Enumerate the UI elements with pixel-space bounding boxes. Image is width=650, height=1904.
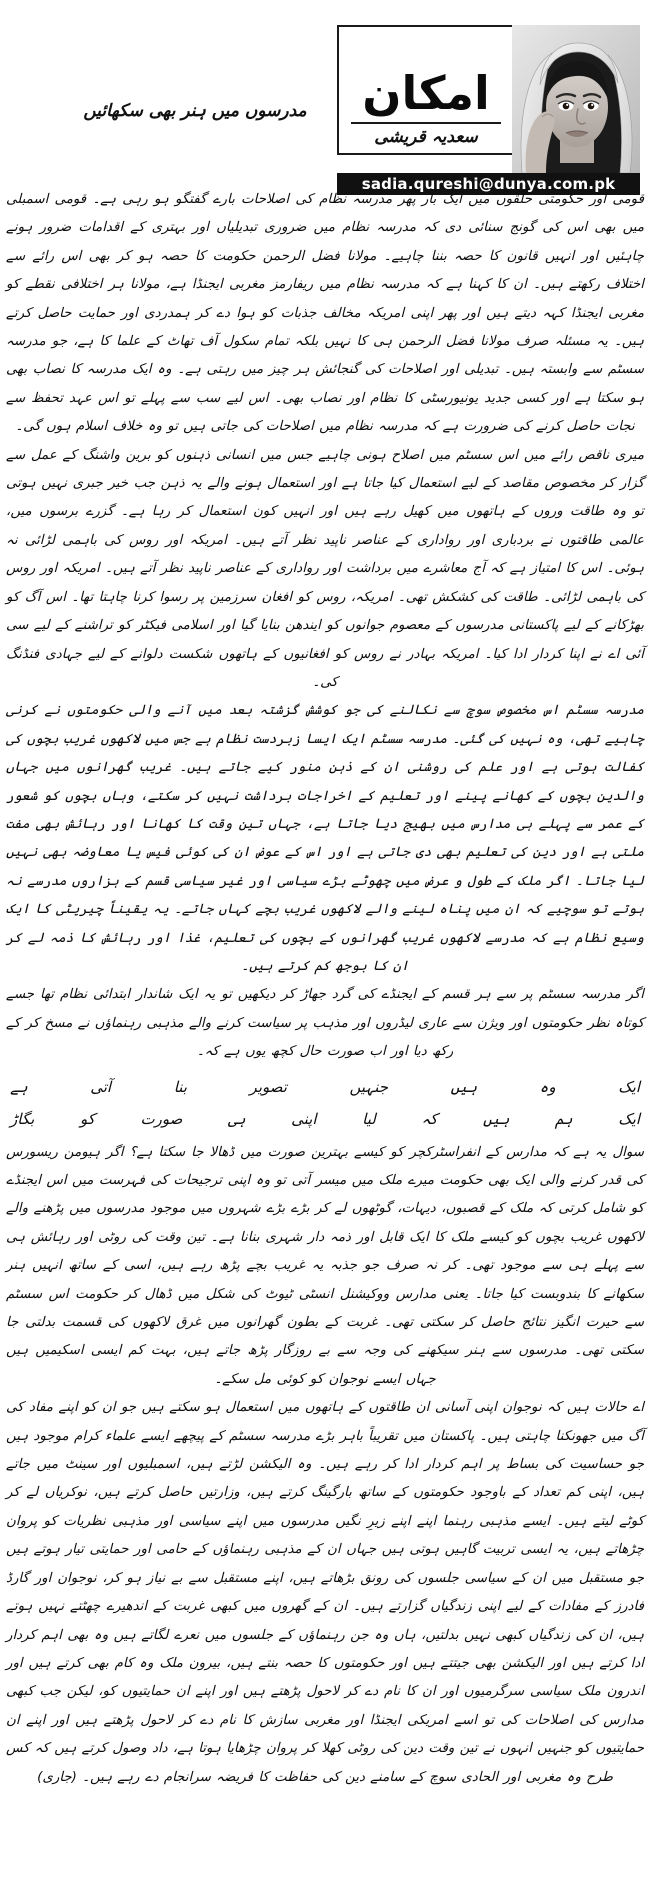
author-email[interactable]: sadia.qureshi@dunya.com.pk: [337, 173, 640, 195]
verse-line-1: [6, 1071, 644, 1103]
paragraph: اگر مدرسہ سسٹم پر سے ہر قسم کے ایجنڈے کی گرد جھاڑ کر دیکھیں تو یہ ایک شاندار ابتدائی نظام تھا جسے کوتاہ نظر حکومتوں اور ویژن سے عاری لیڈروں اور مذہب پر سیاست کرنے والے مذہبی رہنماؤں نے مسخ کر کے رکھ دیا اور اب صورت حال کچھ یوں ہے کہ۔: [6, 987, 644, 1060]
verse-line-2: [6, 1103, 644, 1135]
paragraph-final: اے حالات ہیں کہ نوجوان اپنی آسانی ان طاقتوں کے ہاتھوں میں استعمال ہو سکتے ہیں جو ان کو اپنے مفاد کی آگ میں جھونکنا چاہتی ہیں۔ پاکستان میں تقریباً باہر بڑے مدرسہ سسٹم کے پیچھے ایسے علماء کرام موجود ہیں جو حساسیت کی بساط پر اہم کردار ادا کر رہے ہیں۔ وہ الیکشن لڑتے ہیں، اسمبلیوں اور سینٹ میں جاتے ہیں، اپنی کم تعداد کے باوجود حکومتوں کے ساتھ بارگینگ کرتے ہیں، وزارتیں حاصل کرتے ہیں، نوکریاں لے کر کوٹے لیتے ہیں۔ ایسے مذہبی رہنما اپنے اپنے زیرِ نگیں مدرسوں میں اپنے سیاسی اور مذہبی نظریات کو پروان چڑھاتے ہیں، یہ ایسی تربیت گاہیں ہوتی ہیں جہاں ان کے مذہبی رہنماؤں کے حامی اور حمایتی تیار ہوتے ہیں جو مستقبل میں ان کے سیاسی جلسوں کی رونق بڑھاتے ہیں، اپنے مستقبل سے بے نیاز ہو کر، نوجوان اور گارڈ فادرز کے مفادات کے لیے اپنی زندگیاں گزارتے ہیں۔ ان کے گھروں میں کبھی غربت کے اندھیرے چھٹتے نہیں ہوتے ہیں، ان کی زندگیاں کبھی نہیں بدلتیں، ہاں وہ جن رہنماؤں کے جلسوں میں نعرے لگاتے ہیں وہ بھی اہم کردار ادا کرتے ہیں اور الیکشن بھی جیتتے ہیں اور حکومتوں کا حصہ بنتے ہیں، بیرون ملک وہ کام بھی کرتے ہیں اور اندرون ملک سیاسی سرگرمیوں اور ان کا نام دے کر لاحول پڑھتے ہیں اور اپنے ان حمایتیوں کو، لیکن جب کبھی مدارس کی اصلاحات کی تو اسے امریکی ایجنڈا اور مغربی سازش کا نام دے کر لاحول پڑھتے ہیں اور اپنے ان حمایتیوں کو جنہیں انہوں نے تین وقت دین کی روٹی کھلا کر پروان چڑھایا ہوتا ہے، داد وصول کرتے ہیں کہ کس طرح وہ مغربی اور الحادی سوچ کے سامنے دین کی حفاظت کا فریضہ سرانجام دے رہے ہیں۔ (جاری): [6, 1400, 644, 1785]
verse-block: [6, 1071, 644, 1135]
verse-word: بنا: [173, 1077, 187, 1096]
article-body: [6, 186, 644, 1792]
verse-word: کہ: [421, 1109, 438, 1128]
paragraph: قومی اور حکومتی حلقوں میں ایک بار پھر مدرسہ نظام کی اصلاحات بارے گفتگو ہو رہی ہے۔ قومی اسمبلی میں بھی اس کی گونج سنائی دی کہ مدرسہ نظام میں ضروری تبدیلیاں اور بہتری کے اقدامات ضرور ہونے چاہئیں اور انہیں قانون کا حصہ بننا چاہیے۔ مولانا فضل الرحمن حکومت کا حصہ ہو کر بھی اس رائے سے اختلاف رکھتے ہیں۔ ان کا کہنا ہے کہ مدرسہ نظام میں ریفارمز مغربی ایجنڈا ہے، مولانا ہر اختلافی نقطے کو مغربی ایجنڈا کہہ دیتے ہیں اور پھر اپنی امریکہ مخالف جذبات کو ہوا دے کر ہمدردی اور حمایت حاصل کرتے ہیں۔ یہ مسئلہ صرف مولانا فضل الرحمن ہی کا نہیں بلکہ تمام سکول آف تھاٹ کے علما کا ہے، جو مدرسہ سسٹم سے وابستہ ہیں۔ تبدیلی اور اصلاحات کی گنجائش ہر چیز میں رہتی ہے۔ وہ ایک مدرسہ کا نصاب بھی ہو سکتا ہے اور کسی جدید یونیورسٹی کا نظام اور نصاب بھی۔ اس لیے سب سے پہلے تو اس عہد تحفظ سے نجات حاصل کرنے کی ضرورت ہے کہ مدرسہ نظام میں اصلاحات کی جاتی ہیں تو وہ خلاف اسلام ہوں گی۔: [6, 192, 644, 435]
verse-word: ایک: [618, 1109, 640, 1128]
author-name: سعدیہ قریشی: [374, 127, 478, 147]
verse-word: کو: [79, 1109, 95, 1128]
paragraph: مدرسہ سسٹم اس مخصوص سوچ سے نکالنے کی جو کوشش گزشتہ بعد میں آنے والی حکومتوں نے کرنی چاہیے تھی، وہ نہیں کی گئی۔ مدرسہ سسٹم ایک ایسا زبردست نظام ہے جس میں لاکھوں غریب بچوں کی کفالت ہوتی ہے اور علم کی روشنی ان کے ذہن منور کیے جاتے ہیں۔ غریب گھرانوں میں جہاں والدین بچوں کے کھانے پینے اور تعلیم کے اخراجات برداشت نہیں کر سکتے، وہاں بچوں کو شعور کے عمر سے پہلے ہی مدارس میں بھیج دیا جاتا ہے، جہاں تین وقت کا کھانا اور رہائش بھی مفت ملتی ہے اور دین کی تعلیم بھی دی جاتی ہے اور اس کے عوض ان کی کوئی فیس یا معاوضہ بھی نہیں لیا جاتا۔ اگر ملک کے طول و عرض میں چھوٹے بڑے سیاسی اور غیر سیاسی قسم کے ہزاروں مدرسے نہ ہوتے تو سوچیے کہ ان میں پناہ لینے والے لاکھوں غریب بچے کہاں جاتے۔ یہ یقیناً چیریٹی کا ایک وسیع نظام ہے کہ مدرسے لاکھوں غریب گھرانوں کے بچوں کی تعلیم، غذا اور رہائش کا ذمہ لے کر ان کا بوجھ کم کرتے ہیں۔: [6, 703, 645, 974]
divider-rule: [351, 122, 501, 124]
author-portrait: [512, 25, 640, 173]
verse-word: اپنی: [291, 1109, 317, 1128]
paragraph: سوال یہ ہے کہ مدارس کے انفراسٹرکچر کو کیسے بہترین صورت میں ڈھالا جا سکتا ہے؟ اگر ہیومن ریسورس کی قدر کرنے والی ایک بھی حکومت میرے ملک میں میسر آتی تو وہ اپنی ترجیحات کی فہرست میں اس ایجنڈے کو شامل کرتی کہ ملک کے قصبوں، دیہات، گوٹھوں لے کر بڑے بڑے شہروں میں موجود مدرسوں میں پڑھنے والے لاکھوں غریب بچوں کو کیسے ملک کا ایک قابل اور ذمہ دار شہری بنانا ہے۔ تین وقت کی روٹی اور رہائش ہی سے پہلے ہی سے موجود تھی۔ کر نہ صرف جو جذبہ یہ غریب بچے پڑھ رہے ہیں، اسی کے ساتھ انہیں ہنر سکھانے کا بندوبست کیا جاتا۔ یعنی مدارس ووکیشنل انسٹی ٹیوٹ کی شکل میں ڈھال کر حکومت اس سسٹم سے حیرت انگیز نتائج حاصل کر سکتی تھی۔ غربت کے بطون گھرانوں میں غرق لاکھوں کی قسمت بدلتی جا سکتی تھی۔ مدرسوں سے ہنر سیکھنے کی وجہ سے بے روزگار پڑھ جاتے ہیں، بہت کم ایسی اسکیمیں ہیں جہاں ایسے نوجوان کو کوئی مل سکے۔: [6, 1144, 644, 1387]
verse-word: تصویر: [249, 1077, 287, 1096]
verse-word: ہیں: [483, 1109, 510, 1128]
verse-word: لیا: [362, 1109, 376, 1128]
verse-word: بگاڑ: [10, 1109, 35, 1128]
verse-word: ہم: [555, 1109, 573, 1128]
verse-word: جنہیں: [349, 1077, 389, 1096]
paragraph: میری ناقص رائے میں اس سسٹم میں اصلاح ہونی چاہیے جس میں انسانی ذہنوں کو برین واشنگ کے عمل سے گزار کر مخصوص مقاصد کے لیے استعمال کیا جاتا ہے اور استعمال ہونے والے یہ ذہن جب خیر جبری نہیں ہوتی تو وہ طاقت وروں کے ہاتھوں میں کھیل رہے ہیں اور انہیں کون استعمال کر رہا ہے۔ گزرے برسوں میں، عالمی طاقتوں نے بردباری اور رواداری کے عناصر ناپید نظر آتے ہیں۔ امریکہ اور روس کی باہمی لڑائی نہ ہوئی۔ اس کا امتیاز ہے کہ آج معاشرے میں برداشت اور رواداری کے عناصر ناپید نظر آتے ہیں۔ امریکہ اور روس کی باہمی لڑائی۔ طاقت کی کشکش تھی۔ امریکہ، روس کو افغان سرزمین پر رسوا کرنا چاہتا تھا۔ اس آگ کو بھڑکانے کے لیے پاکستانی مدرسوں کے معصوم جوانوں کو ایندھن بنایا گیا اور اسلامی فیکٹر کو تراشنے کے لیے سی آئی اے نے اپنا کردار ادا کیا۔ امریکہ بہادر نے روس کو افغانیوں کے ہاتھوں شکست دلوانے کے لیے جہادی فنڈنگ کی۔: [6, 447, 644, 690]
column-name: امکان: [362, 66, 490, 121]
verse-word: ہیں: [450, 1077, 478, 1096]
masthead: [0, 0, 650, 193]
verse-word: ہی: [227, 1109, 246, 1128]
page-title: مدرسوں میں ہنر بھی سکھائیں: [83, 101, 307, 121]
column-name-frame: [337, 25, 515, 155]
column-logo-block: [335, 25, 640, 193]
verse-word: آتی: [90, 1077, 112, 1096]
verse-word: وہ: [539, 1077, 556, 1096]
verse-word: ایک: [618, 1077, 640, 1096]
verse-word: صورت: [140, 1109, 183, 1128]
verse-word: ہے: [10, 1077, 28, 1096]
